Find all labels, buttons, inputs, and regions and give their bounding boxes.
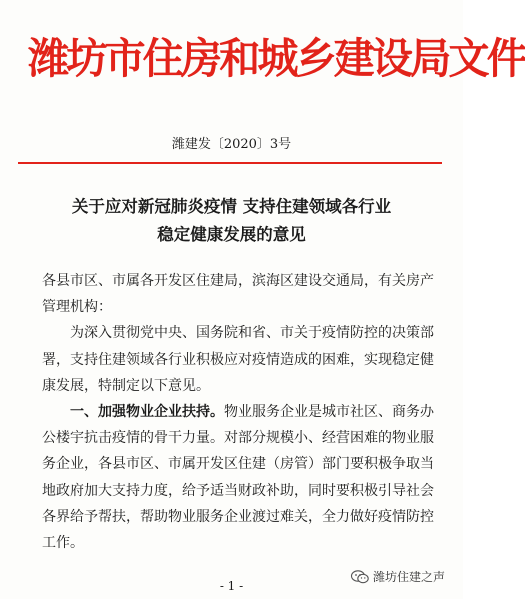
page-number: - 1 -: [219, 579, 244, 593]
section1-heading: 一、加强物业企业扶持。: [70, 403, 224, 420]
title-line-1: 关于应对新冠肺炎疫情 支持住建领域各行业: [71, 197, 392, 216]
section1-line-6: 工作。: [42, 534, 84, 551]
wechat-icon: [351, 570, 369, 584]
document-body: [42, 268, 434, 556]
intro-line-3: 康发展，特制定以下意见。: [42, 377, 210, 394]
section1-first-line: [42, 399, 434, 425]
masthead-title: 潍坊市住房和城乡建设局文件: [28, 34, 525, 83]
addressee-line-1: 各县市区、市属各开发区住建局，滨海区建设交通局，有关房产: [42, 273, 434, 289]
section1-line-3: 务企业，各县市区、市属开发区住建（房管）部门要积极争取当: [42, 456, 434, 473]
red-divider-line: [18, 162, 442, 164]
watermark-text: 潍坊住建之声: [372, 570, 445, 584]
title-line-2: 稳定健康发展的意见: [157, 225, 306, 244]
wechat-watermark: [351, 568, 445, 585]
section1-first-line-text: 物业服务企业是城市社区、商务办: [224, 403, 434, 420]
section1-line-2: 公楼宇抗击疫情的骨干力量。对部分规模小、经营困难的物业服: [42, 430, 434, 447]
document-title: [0, 193, 463, 249]
intro-line-1: 为深入贯彻党中央、国务院和省、市关于疫情防控的决策部: [70, 325, 434, 342]
document-number: 潍建发〔2020〕3号: [171, 137, 292, 152]
addressee-line-2: 管理机构：: [42, 299, 112, 316]
intro-line-2: 署，支持住建领域各行业积极应对疫情造成的困难，实现稳定健: [42, 351, 434, 368]
section1-line-4: 地政府加大支持力度，给予适当财政补助，同时要积极引导社会: [42, 482, 434, 499]
section1-line-5: 各界给予帮扶，帮助物业服务企业渡过难关，全力做好疫情防控: [42, 508, 434, 525]
